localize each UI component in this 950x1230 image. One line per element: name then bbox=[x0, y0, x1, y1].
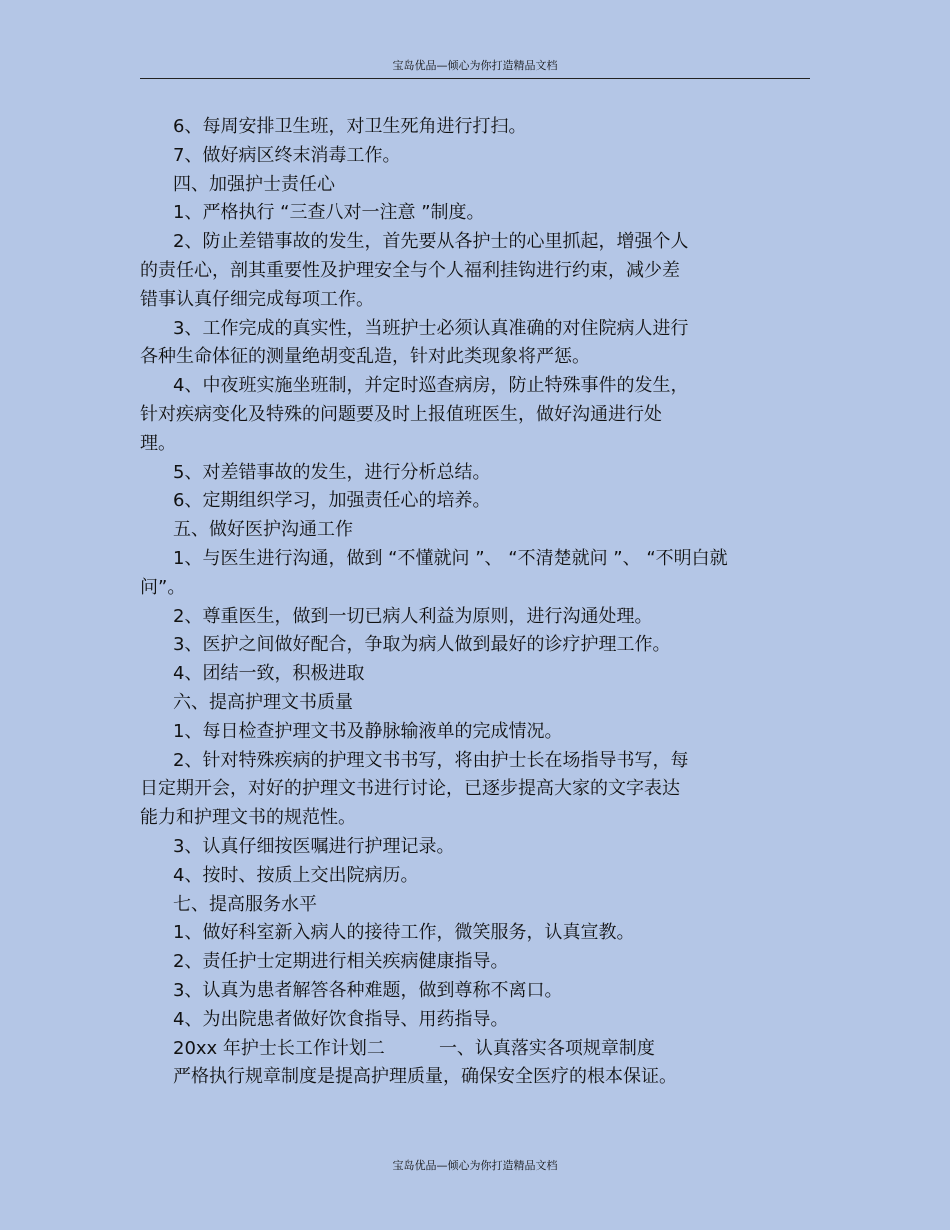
paragraph-line: 4、为出院患者做好饮食指导、用药指导。 bbox=[173, 1008, 509, 1030]
paragraph-line: 六、提高护理文书质量 bbox=[173, 691, 353, 713]
paragraph bbox=[140, 747, 810, 833]
paragraph-line: 3、医护之间做好配合，争取为病人做到最好的诊疗护理工作。 bbox=[173, 634, 671, 656]
paragraph bbox=[140, 113, 810, 142]
paragraph-line: 1、与医生进行沟通，做到 “不懂就问 ”、 “不清楚就问 ”、 “不明白就 bbox=[173, 547, 728, 569]
paragraph-line: 日定期开会，对好的护理文书进行讨论，已逐步提高大家的文字表达 bbox=[140, 778, 680, 800]
closing-paragraph-text: 严格执行规章制度是提高护理质量，确保安全医疗的根本保证。 bbox=[173, 1066, 677, 1088]
paragraph bbox=[140, 603, 810, 632]
page-footer: 宝岛优品—倾心为你打造精品文档 bbox=[392, 1159, 558, 1172]
paragraph bbox=[140, 833, 810, 862]
paragraph-line: 针对疾病变化及特殊的问题要及时上报值班医生，做好沟通进行处 bbox=[140, 403, 662, 425]
paragraph bbox=[140, 718, 810, 747]
paragraph-line: 4、团结一致，积极进取 bbox=[173, 663, 365, 685]
plan-heading-section: 一、认真落实各项规章制度 bbox=[438, 1037, 655, 1059]
plan-heading bbox=[140, 1035, 810, 1064]
paragraph-line: 2、责任护士定期进行相关疾病健康指导。 bbox=[173, 951, 509, 973]
closing-paragraph bbox=[140, 1063, 810, 1092]
paragraph bbox=[140, 891, 810, 920]
paragraph-line: 能力和护理文书的规范性。 bbox=[140, 807, 356, 829]
paragraph-line: 七、提高服务水平 bbox=[173, 893, 317, 915]
paragraph-line: 1、每日检查护理文书及静脉输液单的完成情况。 bbox=[173, 720, 563, 742]
paragraph-line: 3、认真为患者解答各种难题，做到尊称不离口。 bbox=[173, 979, 563, 1001]
plan-heading-title: 20xx 年护士长工作计划二 bbox=[173, 1037, 385, 1059]
document-body bbox=[140, 113, 810, 1092]
paragraph-line: 问”。 bbox=[140, 576, 186, 598]
paragraph bbox=[140, 315, 810, 373]
paragraph bbox=[140, 919, 810, 948]
paragraph bbox=[140, 631, 810, 660]
paragraph-line: 5、对差错事故的发生，进行分析总结。 bbox=[173, 461, 491, 483]
paragraph bbox=[140, 142, 810, 171]
paragraph bbox=[140, 199, 810, 228]
page-header: 宝岛优品—倾心为你打造精品文档 bbox=[392, 59, 558, 72]
paragraph-line: 7、做好病区终末消毒工作。 bbox=[173, 144, 401, 166]
paragraph bbox=[140, 1006, 810, 1035]
paragraph bbox=[140, 171, 810, 200]
paragraph bbox=[140, 372, 810, 458]
paragraph-line: 4、中夜班实施坐班制，并定时巡查病房，防止特殊事件的发生， bbox=[173, 375, 689, 397]
paragraph bbox=[140, 545, 810, 603]
paragraph-line: 五、做好医护沟通工作 bbox=[173, 519, 353, 541]
paragraph bbox=[140, 948, 810, 977]
paragraph-line: 理。 bbox=[140, 432, 176, 454]
paragraph bbox=[140, 862, 810, 891]
paragraph-line: 4、按时、按质上交出院病历。 bbox=[173, 864, 419, 886]
paragraph-line: 错事认真仔细完成每项工作。 bbox=[140, 288, 374, 310]
paragraph-line: 2、针对特殊疾病的护理文书书写，将由护士长在场指导书写，每 bbox=[173, 749, 689, 771]
paragraph-line: 6、定期组织学习，加强责任心的培养。 bbox=[173, 490, 491, 512]
paragraph bbox=[140, 660, 810, 689]
paragraph-line: 3、工作完成的真实性，当班护士必须认真准确的对住院病人进行 bbox=[173, 317, 689, 339]
paragraph-line: 各种生命体征的测量绝胡变乱造，针对此类现象将严惩。 bbox=[140, 346, 590, 368]
paragraph-line: 1、严格执行 “三查八对一注意 ”制度。 bbox=[173, 202, 485, 224]
paragraph bbox=[140, 689, 810, 718]
paragraph-line: 6、每周安排卫生班，对卫生死角进行打扫。 bbox=[173, 116, 527, 137]
paragraph-line: 2、尊重医生，做到一切已病人利益为原则，进行沟通处理。 bbox=[173, 605, 653, 627]
paragraph bbox=[140, 977, 810, 1006]
paragraph bbox=[140, 228, 810, 314]
paragraph-line: 3、认真仔细按医嘱进行护理记录。 bbox=[173, 835, 455, 857]
paragraph-line: 2、防止差错事故的发生，首先要从各护士的心里抓起，增强个人 bbox=[173, 231, 689, 253]
paragraph bbox=[140, 487, 810, 516]
paragraph bbox=[140, 516, 810, 545]
paragraph-line: 的责任心，剖其重要性及护理安全与个人福利挂钩进行约束，减少差 bbox=[140, 259, 680, 281]
paragraph-line: 四、加强护士责任心 bbox=[173, 173, 335, 195]
paragraph bbox=[140, 459, 810, 488]
paragraph-line: 1、做好科室新入病人的接待工作，微笑服务，认真宣教。 bbox=[173, 922, 635, 944]
header-divider bbox=[140, 78, 810, 79]
